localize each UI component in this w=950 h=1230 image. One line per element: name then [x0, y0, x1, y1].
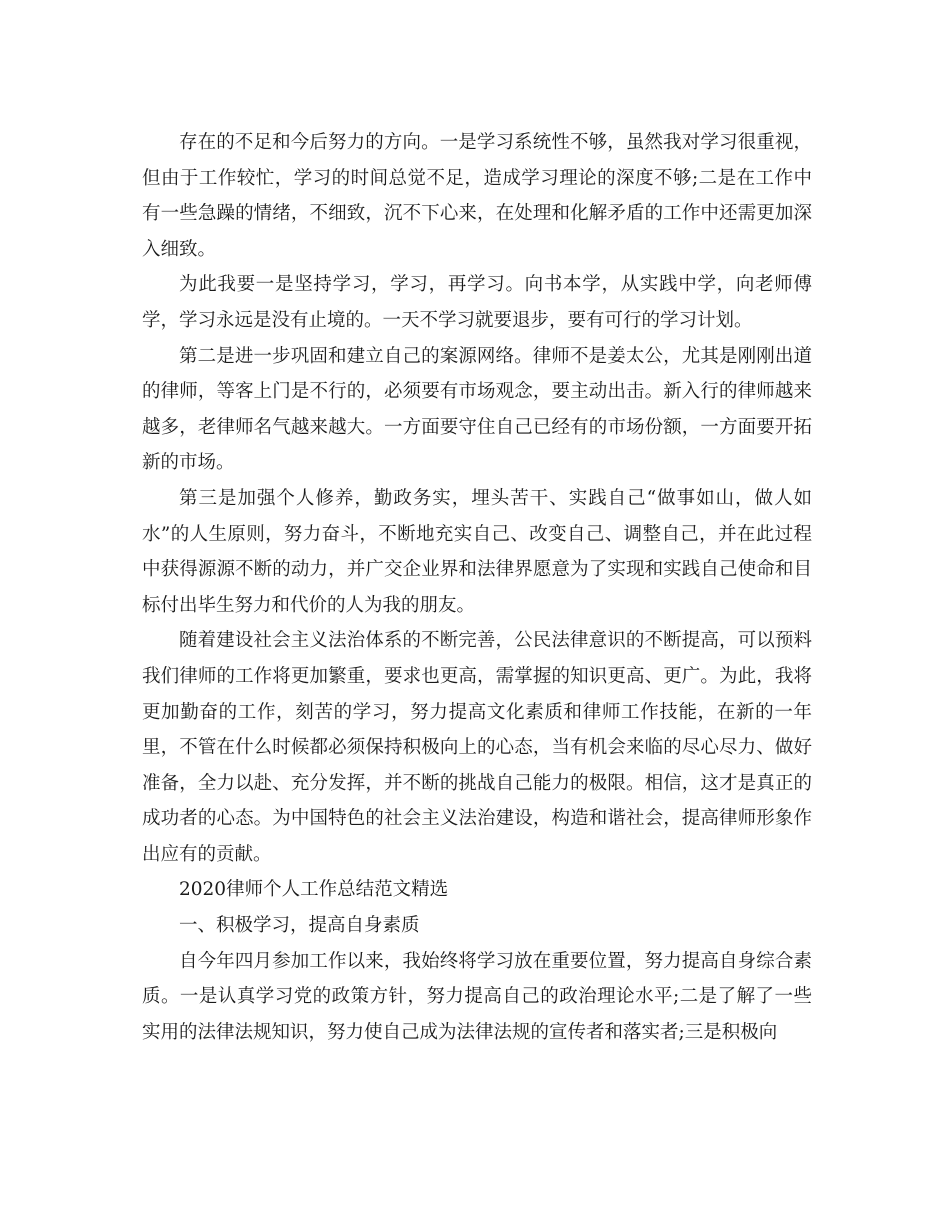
- section-heading-study: 一、积极学习，提高自身素质: [179, 915, 420, 937]
- body-paragraph-self-cultivation: 第三是加强个人修养，勤政务实，埋头苦干、实践自己“做事如山，做人如水”的人生原则，努力奋斗，不断地充实自己、改变自己、调整自己，并在此过程中获得源源不断的动力，并广交企业界和法律界愿意为了实现和实践自己使命和目标付出毕生努力和代价的人为我的朋友。: [142, 487, 812, 616]
- body-paragraph-shortcomings: 存在的不足和今后努力的方向。一是学习系统性不够，虽然我对学习很重视，但由于工作较忙，学习的时间总觉不足，造成学习理论的深度不够;二是在工作中有一些急躁的情绪，不细致，沉不下心来，在处理和化解矛盾的工作中还需更加深入细致。: [142, 132, 812, 260]
- body-paragraph-study: 自今年四月参加工作以来，我始终将学习放在重要位置，努力提高自身综合素质。一是认真学习党的政策方针，努力提高自己的政治理论水平;二是了解了一些实用的法律法规知识，努力使自己成为法律法规的宣传者和落实者;三是积极向: [142, 950, 812, 1043]
- document-page: [142, 125, 812, 1050]
- body-paragraph-study-plan: 为此我要一是坚持学习，学习，再学习。向书本学，从实践中学，向老师傅学，学习永远是没有止境的。一天不学习就要退步，要有可行的学习计划。: [142, 274, 812, 331]
- body-paragraph-client-network: 第二是进一步巩固和建立自己的案源网络。律师不是姜太公，尤其是刚刚出道的律师，等客上门是不行的，必须要有市场观念，要主动出击。新入行的律师越来越多，老律师名气越来越大。一方面要守住自己已经有的市场份额，一方面要开拓新的市场。: [142, 345, 812, 474]
- body-paragraph-outlook: 随着建设社会主义法治体系的不断完善，公民法律意识的不断提高，可以预料我们律师的工作将更加繁重，要求也更高，需掌握的知识更高、更广。为此，我将更加勤奋的工作，刻苦的学习，努力提高文化素质和律师工作技能，在新的一年里，不管在什么时候都必须保持积极向上的心态，当有机会来临的尽心尽力、做好准备，全力以赴、充分发挥，并不断的挑战自己能力的极限。相信，这才是真正的成功者的心态。为中国特色的社会主义法治建设，构造和谐社会，提高律师形象作出应有的贡献。: [142, 630, 812, 865]
- section-title: 2020律师个人工作总结范文精选: [179, 879, 449, 901]
